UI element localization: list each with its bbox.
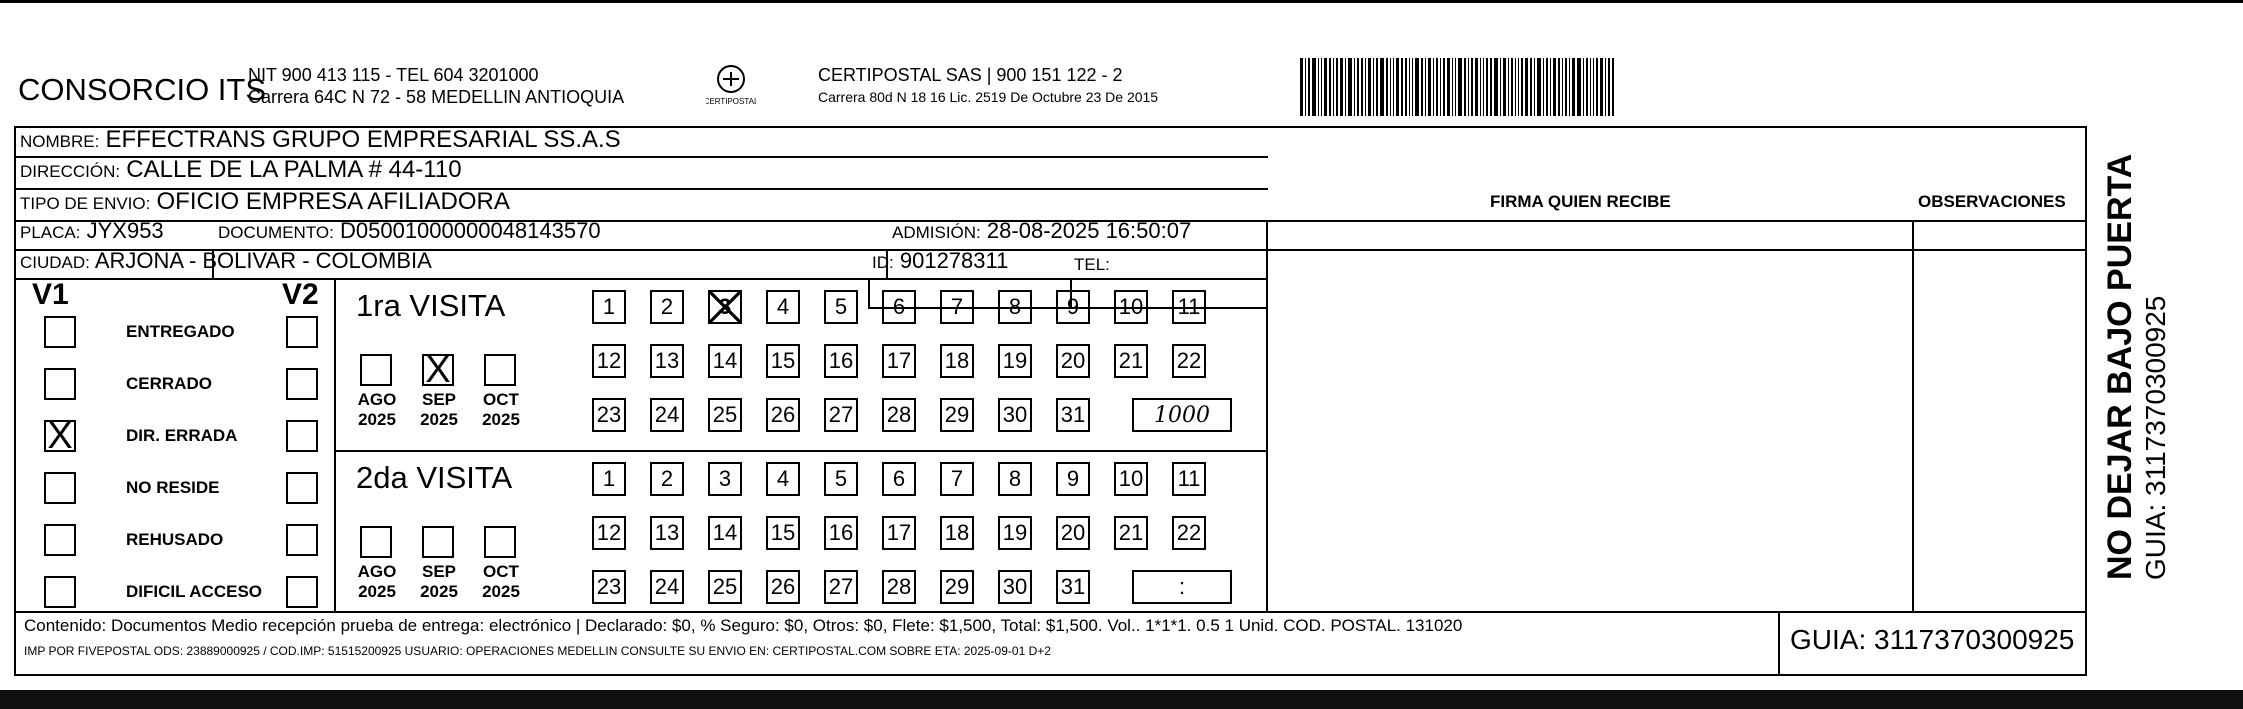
placa-label: PLACA: [20,223,81,242]
status-label: DIR. ERRADA [126,426,238,445]
status-v2-checkbox[interactable] [286,420,318,452]
visit-month-checkbox[interactable] [360,354,392,386]
day-box[interactable]: 1 [592,290,626,324]
company-name: CONSORCIO ITS [18,72,267,107]
tracking-barcode [1300,58,1940,116]
direccion-row [20,156,462,184]
day-box[interactable]: 5 [824,462,858,496]
status-v2-checkbox[interactable] [286,316,318,348]
status-v1-checkbox[interactable] [44,524,76,556]
day-box[interactable]: 23 [592,398,626,432]
visit-month-label: AGO [357,562,397,581]
day-box[interactable]: 31 [1056,398,1090,432]
day-box[interactable]: 10 [1114,462,1148,496]
visit-month-year: 2025 [420,582,458,601]
day-box[interactable]: 16 [824,516,858,550]
top-border [0,0,2243,3]
nit-line: NIT 900 413 115 - TEL 604 3201000 [248,65,539,85]
day-box[interactable]: 22 [1172,516,1206,550]
day-box[interactable]: 15 [766,516,800,550]
day-box[interactable]: 19 [998,516,1032,550]
day-box[interactable]: 17 [882,344,916,378]
day-box[interactable]: 2 [650,290,684,324]
day-box[interactable]: 21 [1114,344,1148,378]
day-box[interactable]: 7 [940,290,974,324]
id-cell [872,248,1008,274]
contenido-line: Contenido: Documentos Medio recepción prueba de entrega: electrónico | Declarado: $0, % Seguro: $0, Otros: $0, Flete: $1,500, Total: $1,500. Vol.. 1*1*1. 0.5 1 Unid. COD. POSTAL. 131020 [24,616,1463,635]
day-box[interactable]: 20 [1056,516,1090,550]
tel-cell [1074,250,1110,276]
certipostal-logo [706,62,756,108]
visit-month-year: 2025 [358,582,396,601]
visit-time-box[interactable]: : [1132,570,1232,604]
day-box[interactable]: 25 [708,570,742,604]
day-box[interactable]: 8 [998,462,1032,496]
day-box[interactable]: 4 [766,290,800,324]
day-box[interactable]: 5 [824,290,858,324]
day-box[interactable]: 3 [708,290,742,324]
day-box[interactable]: 9 [1056,462,1090,496]
placa-value: JYX953 [86,218,164,243]
admision-label: ADMISIÓN: [892,223,981,242]
visit-month-year: 2025 [358,410,396,429]
visit-month-label: OCT [483,562,519,581]
courier-info [818,64,1158,108]
visit-month-checkbox[interactable] [422,526,454,558]
bottom-border [0,690,2243,709]
v1-header: V1 [32,278,69,311]
day-box[interactable]: 13 [650,344,684,378]
direccion-label: DIRECCIÓN: [20,162,121,181]
visit-month-label: AGO [357,390,397,409]
status-v1-checkbox[interactable] [44,472,76,504]
tipo-envio-row [20,188,510,216]
visit-month-year: 2025 [482,582,520,601]
status-label: NO RESIDE [126,478,220,497]
day-box[interactable]: 2 [650,462,684,496]
id-value: 901278311 [899,248,1009,273]
day-box[interactable]: 7 [940,462,974,496]
ciudad-value: ARJONA - BOLIVAR - COLOMBIA [94,248,432,273]
status-v2-checkbox[interactable] [286,368,318,400]
day-box[interactable]: 6 [882,290,916,324]
status-label: DIFICIL ACCESO [126,582,263,601]
guia-number: GUIA: 3117370300925 [1790,624,2075,655]
day-box[interactable]: 13 [650,516,684,550]
nombre-value: EFFECTRANS GRUPO EMPRESARIAL SS.A.S [105,126,621,153]
visit-title: 2da VISITA [356,460,513,495]
v2-header: V2 [282,278,319,311]
day-box[interactable]: 29 [940,570,974,604]
status-v2-checkbox[interactable] [286,472,318,504]
day-box[interactable]: 3 [708,462,742,496]
day-box[interactable]: 1 [592,462,626,496]
nombre-label: NOMBRE: [20,132,100,151]
day-box[interactable]: 15 [766,344,800,378]
imp-line: IMP POR FIVEPOSTAL ODS: 23889000925 / COD.IMP: 51515200925 USUARIO: OPERACIONES MEDELLIN CONSULTE SU ENVIO EN: CERTIPOSTAL.COM SOBRE ETA: 2025-09-01 D+2 [24,644,1051,658]
day-box[interactable]: 14 [708,516,742,550]
direccion-value: CALLE DE LA PALMA # 44-110 [126,156,462,183]
status-label: CERRADO [126,374,212,393]
visit-month-checkbox[interactable] [360,526,392,558]
admision-value: 28-08-2025 16:50:07 [986,218,1192,243]
side-guia-text: GUIA: 3117370300925 [2140,295,2171,580]
day-box[interactable]: 12 [592,516,626,550]
day-box[interactable]: 26 [766,398,800,432]
tel-label: TEL: [1074,255,1110,274]
visit-month-checkbox[interactable] [484,526,516,558]
day-box[interactable]: 10 [1114,290,1148,324]
no-dejar-text: NO DEJAR BAJO PUERTA [2101,153,2139,580]
visit-month-year: 2025 [482,410,520,429]
status-label: ENTREGADO [126,322,235,341]
day-box[interactable]: 20 [1056,344,1090,378]
day-box[interactable]: 14 [708,344,742,378]
status-v1-checkbox[interactable] [44,368,76,400]
day-box[interactable]: 28 [882,398,916,432]
admision-cell [892,218,1191,244]
status-v2-checkbox[interactable] [286,524,318,556]
status-v2-checkbox[interactable] [286,576,318,608]
day-box[interactable]: 17 [882,516,916,550]
day-box[interactable]: 28 [882,570,916,604]
firma-header: FIRMA QUIEN RECIBE [1490,192,1671,211]
day-box[interactable]: 29 [940,398,974,432]
documento-label: DOCUMENTO: [218,223,334,242]
visit-month-checkbox[interactable] [484,354,516,386]
day-box[interactable]: 31 [1056,570,1090,604]
tipo-envio-value: OFICIO EMPRESA AFILIADORA [156,188,510,215]
day-box[interactable]: 30 [998,570,1032,604]
ciudad-label: CIUDAD: [20,253,90,272]
address-line: Carrera 64C N 72 - 58 MEDELLIN ANTIOQUIA [248,87,625,107]
day-box[interactable]: 18 [940,344,974,378]
placa-cell [20,218,164,244]
status-v1-checkbox[interactable]: X [44,420,76,452]
observaciones-header: OBSERVACIONES [1918,192,2066,211]
day-box[interactable]: 22 [1172,344,1206,378]
visit-time-box[interactable]: 1000 [1132,398,1232,432]
nombre-row [20,126,621,154]
status-v1-checkbox[interactable] [44,316,76,348]
ciudad-cell [20,248,432,274]
day-box[interactable]: 30 [998,398,1032,432]
tipo-envio-label: TIPO DE ENVIO: [20,194,151,213]
courier-line: CERTIPOSTAL SAS | 900 151 122 - 2 [818,65,1123,85]
license-line: Carrera 80d N 18 16 Lic. 2519 De Octubre 23 De 2015 [818,89,1159,105]
visit-month-year: 2025 [420,410,458,429]
day-box[interactable]: 8 [998,290,1032,324]
id-label: ID: [872,253,894,272]
visit-month-checkbox[interactable]: X [422,354,454,386]
svg-text:CERTIPOSTAL: CERTIPOSTAL [706,97,756,106]
visit-month-label: SEP [421,390,457,409]
day-box[interactable]: 4 [766,462,800,496]
company-info [248,64,624,108]
day-box[interactable]: 24 [650,398,684,432]
status-v1-checkbox[interactable] [44,576,76,608]
visit-month-label: SEP [421,562,457,581]
day-box[interactable]: 27 [824,398,858,432]
day-box[interactable]: 26 [766,570,800,604]
documento-value: D05001000000048143570 [339,218,601,243]
day-box[interactable]: 24 [650,570,684,604]
documento-cell [218,218,601,244]
status-label: REHUSADO [126,530,224,549]
day-box[interactable]: 6 [882,462,916,496]
day-box[interactable]: 21 [1114,516,1148,550]
day-box[interactable]: 9 [1056,290,1090,324]
day-box[interactable]: 11 [1172,462,1206,496]
visit-title: 1ra VISITA [356,288,506,323]
visit-month-label: OCT [483,390,519,409]
day-box[interactable]: 27 [824,570,858,604]
day-box[interactable]: 16 [824,344,858,378]
day-box[interactable]: 19 [998,344,1032,378]
day-box[interactable]: 18 [940,516,974,550]
day-box[interactable]: 11 [1172,290,1206,324]
day-box[interactable]: 25 [708,398,742,432]
day-box[interactable]: 12 [592,344,626,378]
day-box[interactable]: 23 [592,570,626,604]
